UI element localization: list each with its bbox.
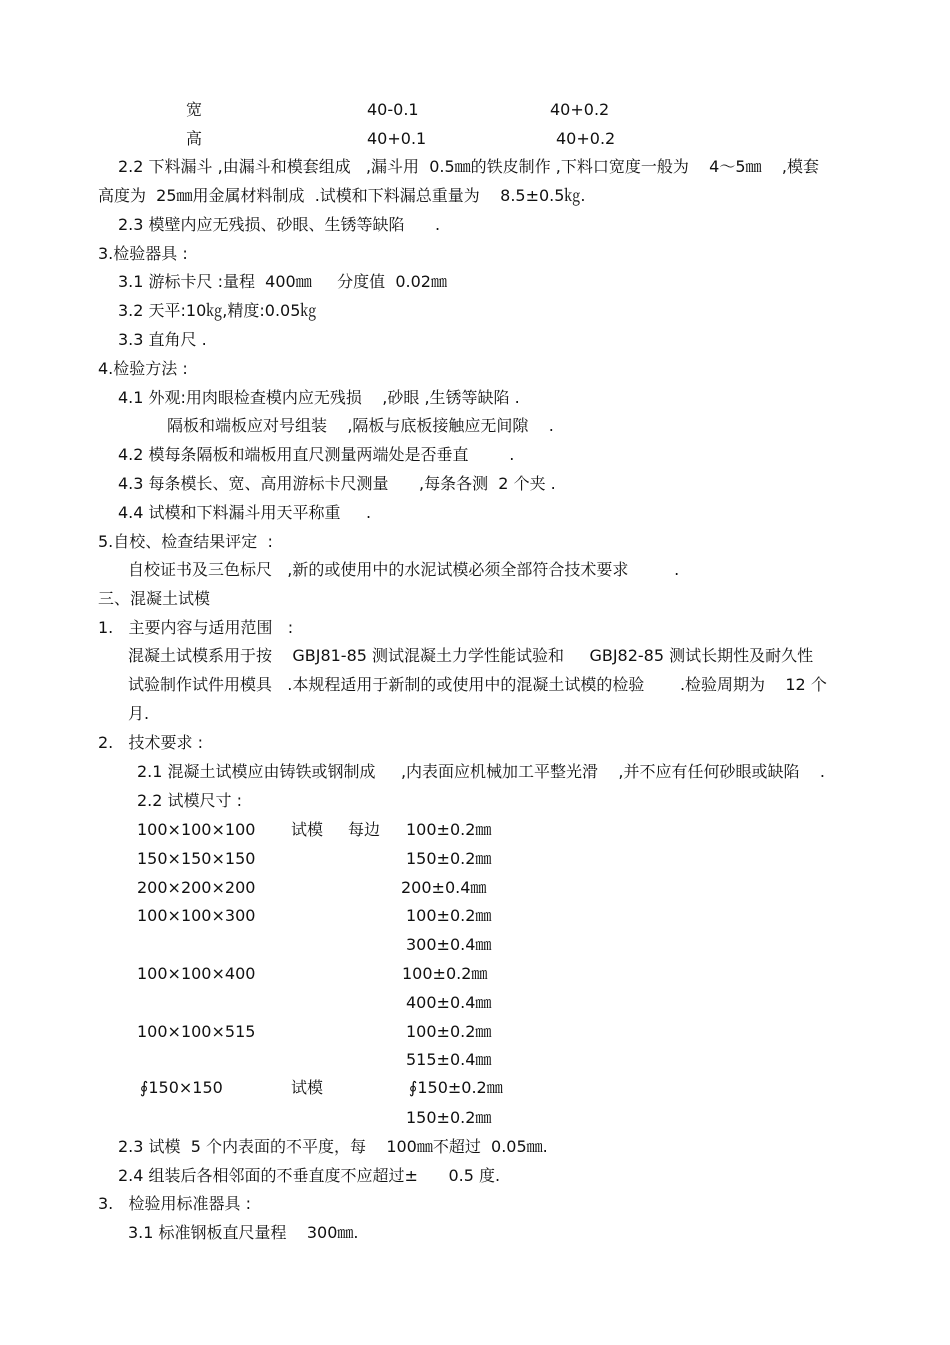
section-4-title: 4.检验方法 :: [98, 359, 188, 378]
mold-row-tol: 515±0.4㎜: [406, 1050, 492, 1069]
part3-item1-line2: 试验制作试件用模具 .本规程适用于新制的或使用中的混凝土试模的检验 .检验周期为 12 个: [128, 675, 827, 694]
mold-row-tol: 100±0.2㎜: [406, 906, 492, 925]
part3-item2-3: 2.3 试模 5 个内表面的不平度，每 100㎜不超过 0.05㎜.: [118, 1137, 548, 1156]
mold-row-tol: 100±0.2㎜: [402, 964, 488, 983]
section-2-2-line2: 高度为 25㎜用金属材料制成 .试模和下料漏总重量为 8.5±0.5㎏.: [98, 186, 586, 205]
mold-row-tol: 100±0.2㎜: [406, 820, 492, 839]
mold-row-kind: 试模: [291, 1078, 324, 1097]
mold-row-tol: 150±0.2㎜: [406, 849, 492, 868]
mold-row-tol: 400±0.4㎜: [406, 993, 492, 1012]
section-2-2-line1: 2.2 下料漏斗 ,由漏斗和模套组成 ,漏斗用 0.5㎜的铁皮制作 ,下料口宽度一般为 4～5㎜ ,模套: [118, 157, 819, 176]
mold-row-note: 每边: [348, 820, 381, 839]
mold-row-kind: 试模: [291, 820, 324, 839]
part3-item1-line3: 月.: [128, 704, 150, 723]
section-4-1a: 4.1 外观:用肉眼检查模内应无残损 ,砂眼 ,生锈等缺陷 .: [118, 388, 520, 407]
mold-row-size: ∮150×150: [140, 1078, 223, 1097]
section-5-title: 5.自校、检查结果评定 :: [98, 532, 273, 551]
section-4-4: 4.4 试模和下料漏斗用天平称重 .: [118, 503, 372, 522]
mold-row-tol: 200±0.4㎜: [401, 878, 487, 897]
tol-row-width-b: 40+0.2: [550, 100, 610, 119]
section-3-3: 3.3 直角尺 .: [118, 330, 207, 349]
section-3-2: 3.2 天平:10㎏,精度:0.05㎏: [118, 301, 317, 320]
mold-row-size: 100×100×100: [137, 820, 256, 839]
tol-row-height-a: 40+0.1: [367, 129, 427, 148]
tol-row-width-label: 宽: [186, 100, 203, 119]
mold-row-size: 150×150×150: [137, 849, 256, 868]
part3-item2-1: 2.1 混凝土试模应由铸铁或钢制成 ,内表面应机械加工平整光滑 ,并不应有任何砂眼或缺陷 .: [137, 762, 825, 781]
mold-row-size: 100×100×515: [137, 1022, 256, 1041]
section-4-3: 4.3 每条模长、宽、高用游标卡尺测量 ,每条各测 2 个夹 .: [118, 474, 556, 493]
mold-row-size: 200×200×200: [137, 878, 256, 897]
section-3-1: 3.1 游标卡尺 :量程 400㎜ 分度值 0.02㎜: [118, 272, 447, 291]
part3-item3-1: 3.1 标准钢板直尺量程 300㎜.: [128, 1223, 359, 1242]
section-2-3: 2.3 模壁内应无残损、砂眼、生锈等缺陷 .: [118, 215, 441, 234]
part3-item2-title: 2. 技术要求 :: [98, 733, 204, 752]
part3-item3-title: 3. 检验用标准器具 :: [98, 1194, 252, 1213]
mold-row-tol: 300±0.4㎜: [406, 935, 492, 954]
part3-item2-2: 2.2 试模尺寸 :: [137, 791, 243, 810]
tol-row-width-a: 40-0.1: [367, 100, 419, 119]
section-5-body: 自校证书及三色标尺 ,新的或使用中的水泥试模必须全部符合技术要求 .: [128, 560, 680, 579]
part3-item1-line1: 混凝土试模系用于按 GBJ81-85 测试混凝土力学性能试验和 GBJ82-85 测试长期性及耐久性: [128, 646, 814, 665]
mold-row-size: 100×100×300: [137, 906, 256, 925]
tol-row-height-label: 高: [186, 129, 203, 148]
mold-row-size: 100×100×400: [137, 964, 256, 983]
mold-row-tol: 150±0.2㎜: [406, 1108, 492, 1127]
part-3-title: 三、混凝土试模: [98, 589, 211, 608]
section-4-2: 4.2 模每条隔板和端板用直尺测量两端处是否垂直 .: [118, 445, 515, 464]
mold-row-tol: 100±0.2㎜: [406, 1022, 492, 1041]
section-3-title: 3.检验器具 :: [98, 244, 188, 263]
tol-row-height-b: 40+0.2: [556, 129, 616, 148]
part3-item2-4: 2.4 组装后各相邻面的不垂直度不应超过± 0.5 度.: [118, 1166, 501, 1185]
part3-item1-title: 1. 主要内容与适用范围 :: [98, 618, 294, 637]
section-4-1b: 隔板和端板应对号组装 ,隔板与底板接触应无间隙 .: [167, 416, 554, 435]
mold-row-tol: ∮150±0.2㎜: [409, 1078, 503, 1097]
